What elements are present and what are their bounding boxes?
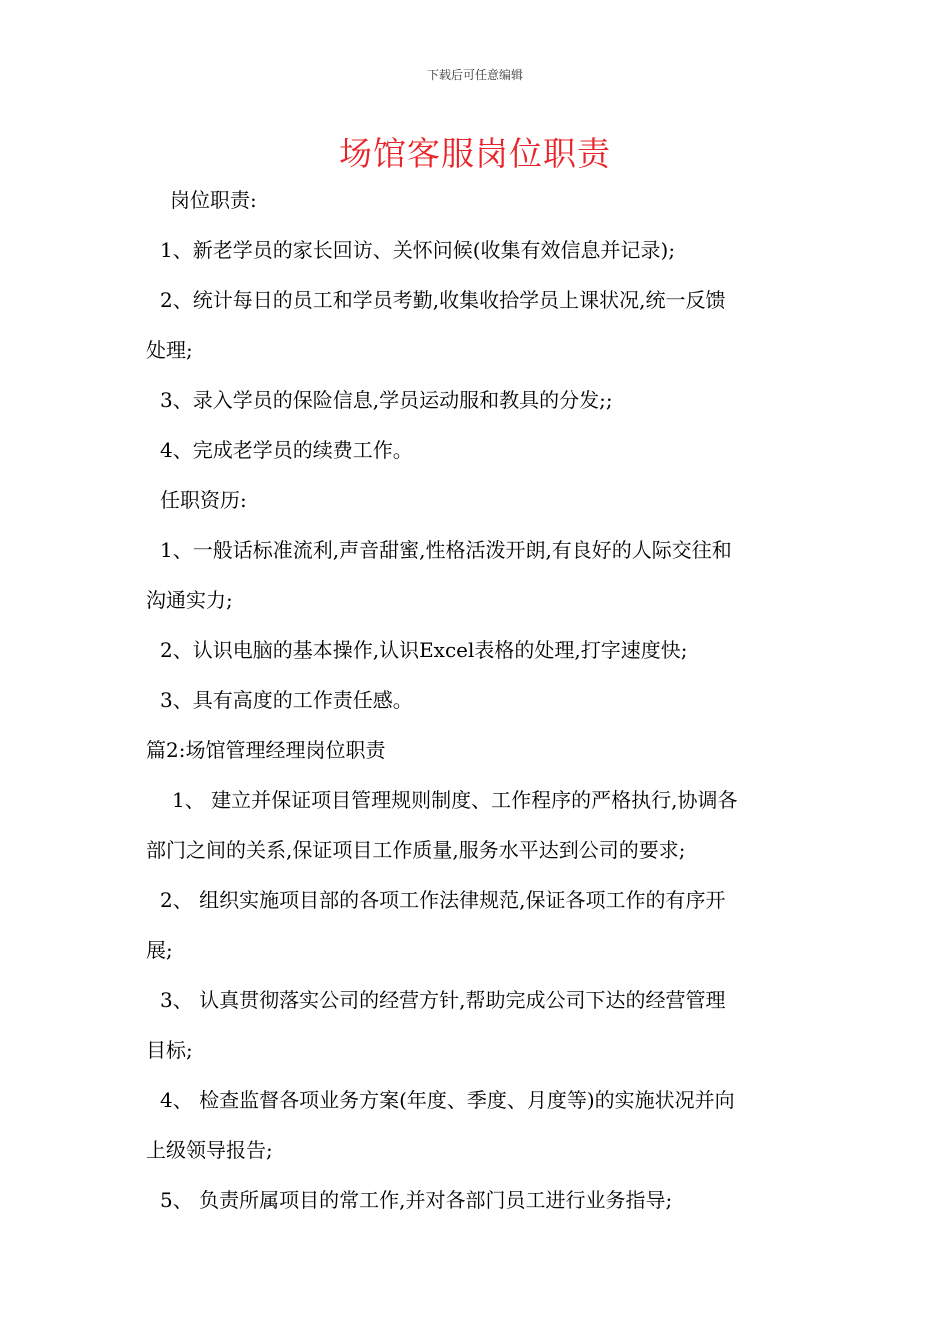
paragraph-line: 沟通实力;	[146, 588, 233, 612]
paragraph-line: 目标;	[146, 1038, 193, 1062]
section-heading-duties: 岗位职责:	[170, 188, 257, 212]
paragraph-line: 3、具有高度的工作责任感。	[160, 688, 413, 712]
paragraph-line: 1、新老学员的家长回访、关怀问候(收集有效信息并记录);	[160, 238, 676, 262]
paragraph-line: 1、一般话标准流利,声音甜蜜,性格活泼开朗,有良好的人际交往和	[160, 538, 732, 562]
paragraph-line: 3、录入学员的保险信息,学员运动服和教具的分发;;	[160, 388, 613, 412]
paragraph-line: 2、认识电脑的基本操作,认识Excel表格的处理,打字速度快;	[160, 638, 688, 662]
paragraph-line: 2、 组织实施项目部的各项工作法律规范,保证各项工作的有序开	[160, 888, 726, 912]
section-heading-qualifications: 任职资历:	[160, 488, 247, 512]
paragraph-line: 5、 负责所属项目的常工作,并对各部门员工进行业务指导;	[160, 1188, 673, 1212]
paragraph-line: 2、统计每日的员工和学员考勤,收集收拾学员上课状况,统一反馈	[160, 288, 726, 312]
paragraph-line: 展;	[146, 938, 173, 962]
paragraph-line: 4、 检查监督各项业务方案(年度、季度、月度等)的实施状况并向	[160, 1088, 735, 1112]
paragraph-line: 1、 建立并保证项目管理规则制度、工作程序的严格执行,协调各	[172, 788, 738, 812]
header-note: 下载后可任意编辑	[426, 68, 523, 82]
section-heading-part2: 篇2:场馆管理经理岗位职责	[146, 738, 386, 762]
paragraph-line: 处理;	[146, 338, 193, 362]
paragraph-line: 3、 认真贯彻落实公司的经营方针,帮助完成公司下达的经营管理	[160, 988, 726, 1012]
paragraph-line: 上级领导报告;	[146, 1138, 273, 1162]
document-title: 场馆客服岗位职责	[339, 134, 611, 173]
paragraph-line: 部门之间的关系,保证项目工作质量,服务水平达到公司的要求;	[146, 838, 686, 862]
paragraph-line: 4、完成老学员的续费工作。	[160, 438, 413, 462]
